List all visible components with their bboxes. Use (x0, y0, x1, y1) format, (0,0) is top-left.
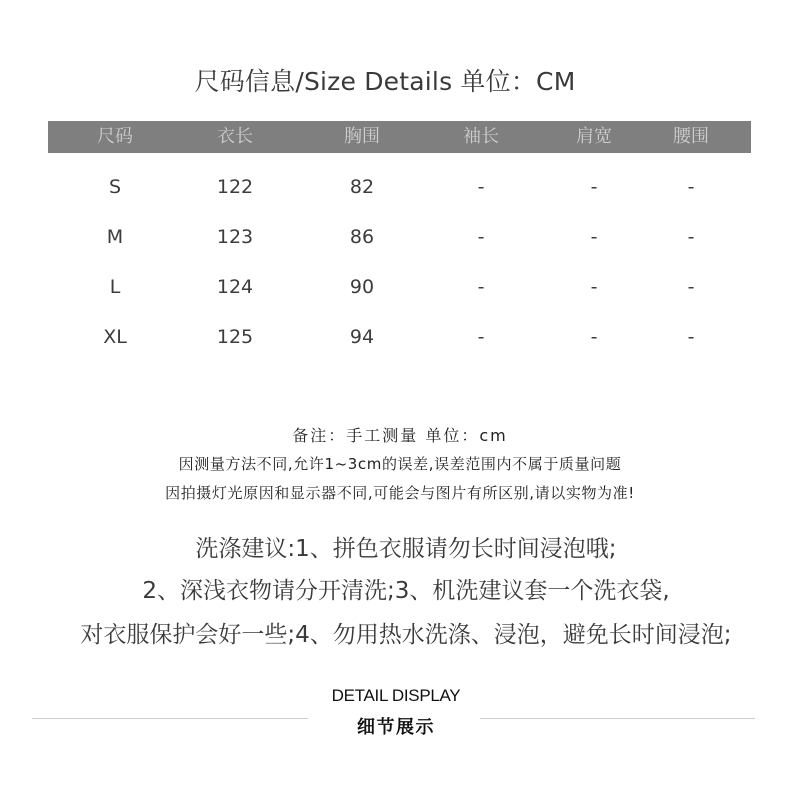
cell-sleeve: - (477, 176, 485, 198)
cell-length: 122 (216, 176, 254, 198)
cell-sleeve: - (477, 276, 485, 298)
header-sleeve: 袖长 (463, 126, 499, 147)
cell-size: S (108, 176, 122, 198)
header-length: 衣长 (217, 126, 253, 147)
cell-sleeve: - (477, 326, 485, 348)
washing-advice-line-1: 洗涤建议:1、拼色衣服请勿长时间浸泡哦; (195, 536, 617, 562)
error-note: 因测量方法不同,允许1~3cm的误差,误差范围内不属于质量问题 (178, 455, 622, 473)
washing-advice-line-2: 2、深浅衣物请分开清洗;3、机洗建议套一个洗衣袋, (142, 578, 670, 604)
cell-chest: 86 (349, 226, 375, 248)
header-shoulder: 肩宽 (576, 126, 612, 147)
washing-advice-line-3: 对衣服保护会好一些;4、勿用热水洗涤、浸泡，避免长时间浸泡; (80, 622, 732, 648)
table-row (0, 172, 800, 202)
cell-chest: 94 (349, 326, 375, 348)
measurement-note: 备注：手工测量 单位：cm (292, 426, 508, 445)
cell-shoulder: - (590, 326, 598, 348)
cell-size: L (109, 276, 121, 298)
cell-length: 123 (216, 226, 254, 248)
cell-size: XL (103, 326, 127, 348)
color-note: 因拍摄灯光原因和显示器不同,可能会与图片有所区别,请以实物为准! (165, 484, 635, 502)
header-waist: 腰围 (673, 126, 709, 147)
cell-sleeve: - (477, 226, 485, 248)
cell-shoulder: - (590, 176, 598, 198)
cell-shoulder: - (590, 226, 598, 248)
header-chest: 胸围 (344, 126, 380, 147)
detail-display-subheading: 细节展示 (357, 717, 435, 738)
cell-length: 124 (216, 276, 254, 298)
cell-waist: - (687, 276, 695, 298)
table-row (0, 222, 800, 252)
cell-size: M (106, 226, 124, 248)
header-size: 尺码 (97, 126, 133, 147)
cell-waist: - (687, 226, 695, 248)
detail-display-heading: DETAIL DISPLAY (331, 686, 461, 705)
cell-length: 125 (216, 326, 254, 348)
cell-shoulder: - (590, 276, 598, 298)
cell-chest: 82 (349, 176, 375, 198)
table-row (0, 272, 800, 302)
cell-waist: - (687, 326, 695, 348)
cell-chest: 90 (349, 276, 375, 298)
page-title: 尺码信息/Size Details 单位：CM (194, 67, 576, 96)
table-row (0, 322, 800, 352)
table-header (48, 121, 751, 153)
cell-waist: - (687, 176, 695, 198)
